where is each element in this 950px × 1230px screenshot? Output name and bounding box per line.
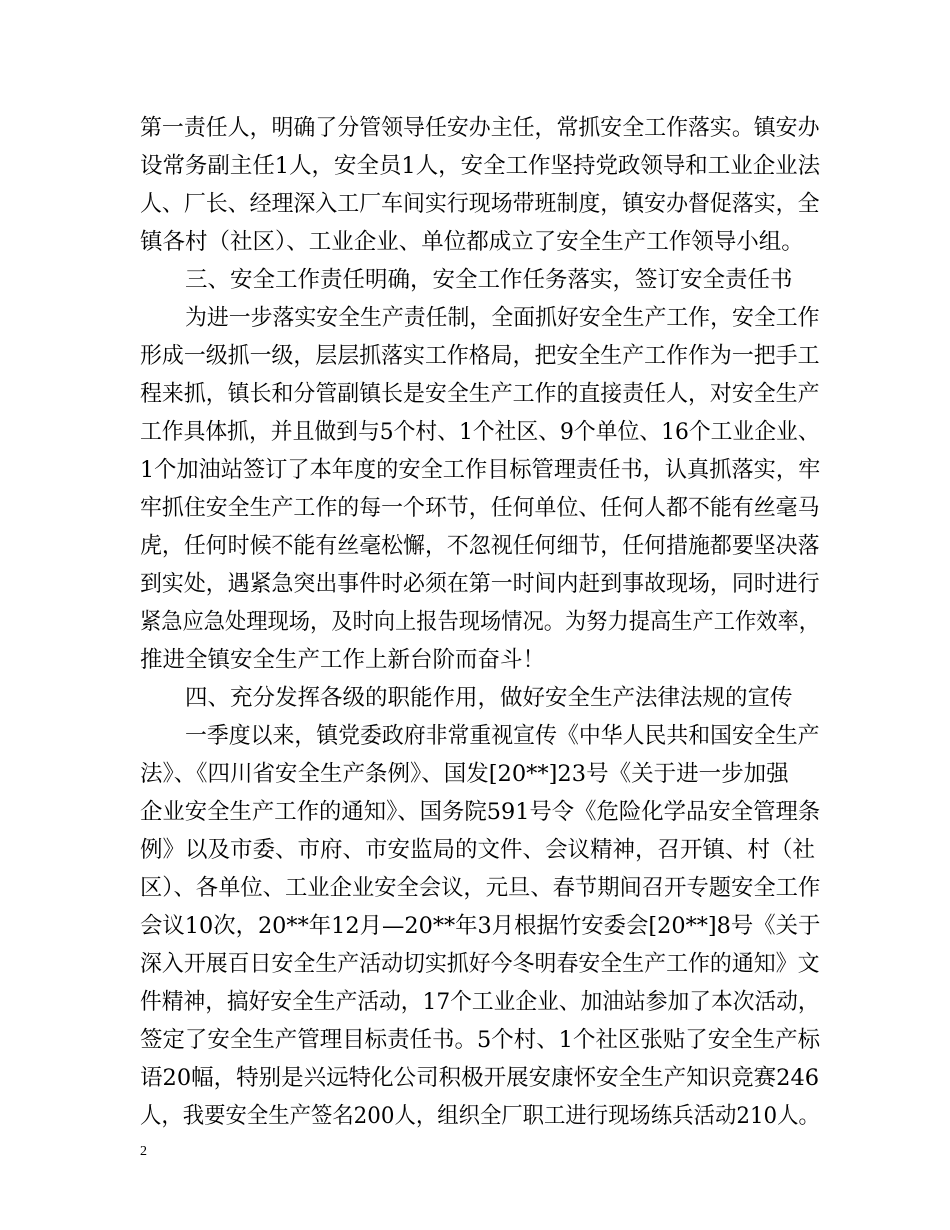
text-line: 工作具体抓，并且做到与5个村、1个社区、9个单位、16个工业企业、 [140, 419, 820, 445]
text-line: 为进一步落实安全生产责任制，全面抓好安全生产工作，安全工作 [185, 305, 820, 331]
text-line: 虎，任何时候不能有丝毫松懈，不忽视任何细节，任何措施都要坚决落 [140, 533, 820, 559]
text-line: 一季度以来，镇党委政府非常重视宣传《中华人民共和国安全生产 [185, 723, 820, 749]
text-line: 语20幅，特别是兴远特化公司积极开展安康怀安全生产知识竞赛246 [140, 1065, 820, 1091]
text-line: 深入开展百日安全生产活动切实抓好今冬明春安全生产工作的通知》文 [140, 951, 820, 977]
text-line: 法》、《四川省安全生产条例》、国发[20**]23号《关于进一步加强 [140, 761, 789, 787]
text-line: 企业安全生产工作的通知》、国务院591号令《危险化学品安全管理条 [140, 799, 821, 825]
page-number: 2 [140, 1144, 147, 1159]
text-line: 区）、各单位、工业企业安全会议，元旦、春节期间召开专题安全工作 [140, 875, 821, 901]
text-line: 设常务副主任1人，安全员1人，安全工作坚持党政领导和工业企业法 [140, 153, 821, 179]
text-line: 人，我要安全生产签名200人，组织全厂职工进行现场练兵活动210人。 [140, 1103, 820, 1129]
text-line: 例》以及市委、市府、市安监局的文件、会议精神，召开镇、村（社 [140, 837, 816, 863]
text-line: 牢抓住安全生产工作的每一个环节，任何单位、任何人都不能有丝毫马 [140, 495, 820, 521]
text-line: 第一责任人，明确了分管领导任安办主任，常抓安全工作落实。镇安办 [140, 115, 820, 141]
text-line: 到实处，遇紧急突出事件时必须在第一时间内赶到事故现场，同时进行 [140, 571, 820, 597]
text-line: 人、厂长、经理深入工厂车间实行现场带班制度，镇安办督促落实，全 [140, 191, 820, 217]
text-line: 形成一级抓一级，层层抓落实工作格局，把安全生产工作作为一把手工 [140, 343, 820, 369]
text-line: 1个加油站签订了本年度的安全工作目标管理责任书，认真抓落实，牢 [140, 457, 821, 483]
text-line: 镇各村（社区）、工业企业、单位都成立了安全生产工作领导小组。 [140, 229, 804, 255]
text-line: 件精神，搞好安全生产活动，17个工业企业、加油站参加了本次活动， [140, 989, 820, 1015]
text-line: 紧急应急处理现场，及时向上报告现场情况。为努力提高生产工作效率， [140, 609, 820, 635]
text-line: 推进全镇安全生产工作上新台阶而奋斗！ [140, 647, 546, 673]
text-line: 程来抓，镇长和分管副镇长是安全生产工作的直接责任人，对安全生产 [140, 381, 820, 407]
text-line: 签定了安全生产管理目标责任书。5个村、1个社区张贴了安全生产标 [140, 1027, 821, 1053]
section-heading: 三、安全工作责任明确，安全工作任务落实，签订安全责任书 [185, 267, 793, 293]
section-heading: 四、充分发挥各级的职能作用，做好安全生产法律法规的宣传 [185, 685, 793, 711]
text-line: 会议10次，20**年12月—20**年3月根据竹安委会[20**]8号《关于 [140, 913, 821, 939]
